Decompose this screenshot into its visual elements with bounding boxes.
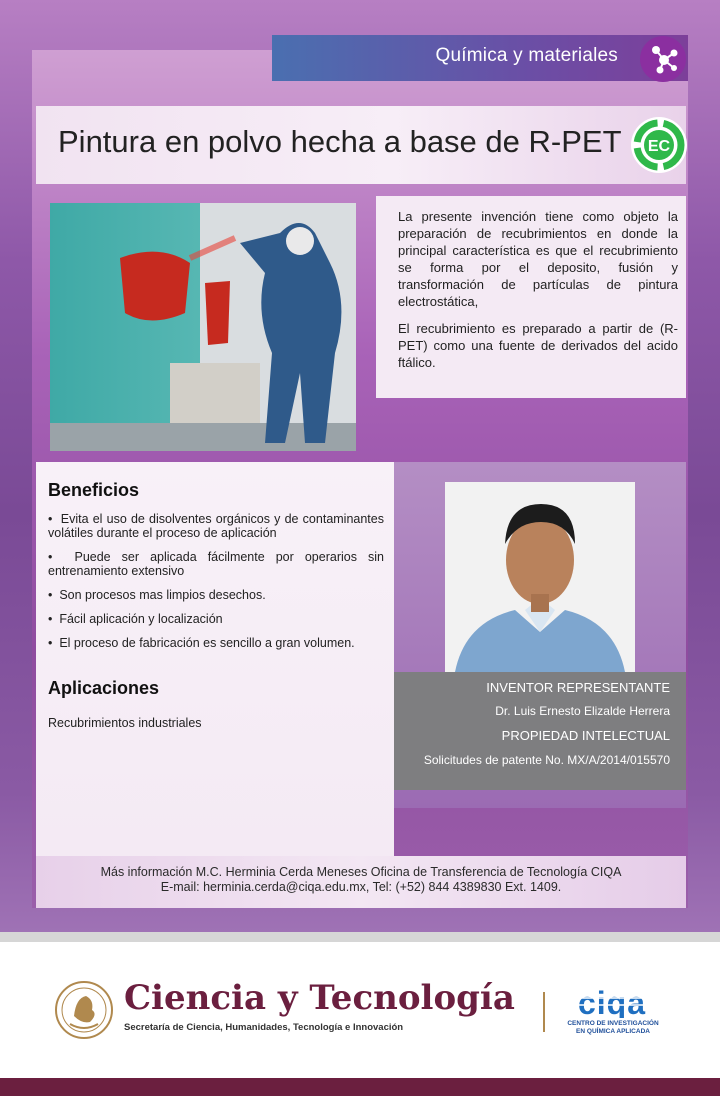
category-header [272, 35, 688, 81]
bottom-strip [0, 1078, 720, 1096]
inventor-photo [445, 482, 635, 672]
footer-title: Ciencia y Tecnología [124, 978, 515, 1018]
applications-text: Recubrimientos industriales [48, 716, 202, 730]
benefit-item: • Puede ser aplicada fácilmente por operarios sin entrenamiento extensivo [48, 550, 384, 578]
benefit-item: • Evita el uso de disolventes orgánicos y de contaminantes volátiles durante el proceso de aplicación [48, 512, 384, 540]
benefit-item: • Fácil aplicación y localización [48, 612, 223, 626]
mexico-seal-logo [54, 980, 114, 1040]
footer-divider [543, 992, 545, 1032]
footer [0, 942, 720, 1078]
benefits-panel [36, 462, 394, 856]
contact-line-2: E-mail: herminia.cerda@ciqa.edu.mx, Tel: (+52) 844 4389830 Ext. 1409. [160, 880, 562, 894]
contact-info [36, 856, 686, 908]
benefit-item: • Son procesos mas limpios desechos. [48, 588, 266, 602]
applications-title: Aplicaciones [48, 678, 160, 698]
contact-line-1: Más información M.C. Herminia Cerda Meneses Oficina de Transferencia de Tecnología CIQA [100, 865, 622, 879]
ciqa-logo [560, 988, 664, 1018]
ip-label: PROPIEDAD INTELECTUAL [501, 728, 670, 743]
ciqa-subtitle: CENTRO DE INVESTIGACIÓN EN QUÍMICA APLICADA [567, 1020, 659, 1035]
description-paragraph-2: El recubrimiento es preparado a partir de (R-PET) como una fuente de derivados del acido ftálico. [398, 321, 678, 370]
divider [0, 932, 720, 942]
benefit-item: • El proceso de fabricación es sencillo a gran volumen. [48, 636, 355, 650]
footer-subtitle: Secretaría de Ciencia, Humanidades, Tecnología e Innovación [124, 1022, 404, 1033]
description-panel [376, 196, 686, 398]
molecule-icon [640, 36, 686, 82]
svg-text:ciqa: ciqa [577, 988, 647, 1018]
patent-number: Solicitudes de patente No. MX/A/2014/015570 [423, 753, 670, 767]
page-title: Pintura en polvo hecha a base de R-PET [58, 124, 622, 159]
eco-recycle-badge [630, 116, 688, 174]
category-label: Química y materiales [435, 45, 618, 66]
spray-painting-photo [50, 203, 356, 451]
benefits-title: Beneficios [48, 480, 140, 500]
benefits-list [48, 512, 384, 660]
inventor-name: Dr. Luis Ernesto Elizalde Herrera [495, 704, 670, 718]
eco-badge-text: EC [647, 138, 671, 155]
inventor-info [394, 672, 686, 790]
title-bar [36, 106, 686, 184]
description-paragraph-1: La presente invención tiene como objeto la preparación de recubrimientos en donde la principal característica es que el recubrimiento se forma por el deposito, fusión y transformación de partículas de pintura electrostática, [398, 209, 678, 309]
inventor-role-label: INVENTOR REPRESENTANTE [486, 680, 670, 695]
